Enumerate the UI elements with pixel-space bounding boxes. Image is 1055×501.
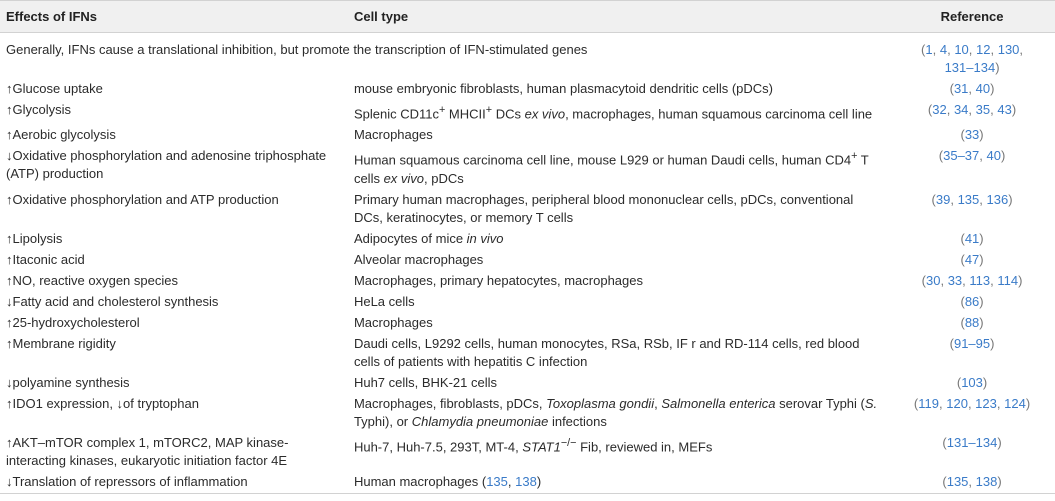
- reference-punctuation: ): [979, 251, 984, 267]
- reference-link[interactable]: 12: [976, 42, 991, 57]
- table-header: [0, 1, 1055, 33]
- cell-type-cell: Primary human macrophages, peripheral blood mononuclear cells, pDCs, conventional DCs, keratinocytes, or memory T cells: [353, 191, 854, 225]
- reference-punctuation: (: [956, 374, 962, 390]
- effect-cell: ↑Aerobic glycolysis: [6, 127, 116, 143]
- reference-punctuation: ): [1011, 102, 1017, 117]
- reference-cell: [889, 292, 1055, 313]
- table-row: [0, 373, 1055, 394]
- reference-link[interactable]: 34: [953, 102, 969, 117]
- reference-punctuation: ,: [1019, 42, 1024, 57]
- table-row: [0, 79, 1055, 100]
- reference-punctuation: (: [960, 293, 965, 309]
- table-row: [0, 100, 1055, 125]
- table-row: [0, 433, 1055, 472]
- reference-punctuation: ): [997, 473, 1002, 489]
- reference-punctuation: (: [960, 230, 965, 246]
- reference-punctuation: (: [949, 81, 954, 96]
- table-row: [0, 125, 1055, 146]
- reference-punctuation: ,: [967, 395, 976, 411]
- reference-cell: [889, 146, 1055, 189]
- reference-punctuation: ): [1008, 191, 1013, 207]
- reference-link[interactable]: 114: [997, 272, 1019, 288]
- header-effects: Effects of IFNs: [6, 9, 98, 24]
- reference-punctuation: ): [979, 314, 984, 330]
- reference-link[interactable]: 113: [969, 272, 991, 288]
- cell-type-cell: Macrophages: [353, 127, 433, 143]
- reference-punctuation: ,: [946, 102, 954, 117]
- reference-punctuation: ,: [979, 148, 987, 164]
- cell-type-cell: HeLa cells: [353, 293, 415, 309]
- reference-cell: [889, 334, 1055, 373]
- cell-type-cell: mouse embryonic fibroblasts, human plasmacytoid dendritic cells (pDCs): [353, 81, 774, 96]
- reference-cell: [889, 190, 1055, 229]
- table-row: [0, 190, 1055, 229]
- reference-cell: [889, 33, 1055, 80]
- reference-link[interactable]: 119: [918, 395, 939, 411]
- reference-link[interactable]: 1: [925, 42, 933, 57]
- cell-type-cell: Splenic CD11c+ MHCII+ DCs ex vivo, macrophages, human squamous carcinoma cell line: [353, 104, 873, 122]
- reference-cell: [889, 79, 1055, 100]
- reference-punctuation: ,: [990, 102, 998, 117]
- reference-link[interactable]: 138: [515, 473, 537, 489]
- effect-cell: ↑Lipolysis: [6, 230, 63, 246]
- reference-punctuation: ,: [932, 42, 940, 57]
- reference-link[interactable]: 91–95: [953, 335, 991, 351]
- reference-punctuation: (: [960, 314, 965, 330]
- cell-type-cell: Daudi cells, L9292 cells, human monocytes, RSa, RSb, IF r and RD-114 cells, red blood cells of patients with hepatitis C infection: [353, 335, 860, 369]
- cell-type-cell: Macrophages: [353, 314, 433, 330]
- reference-link[interactable]: 33: [964, 127, 980, 143]
- reference-punctuation: ): [995, 60, 1000, 75]
- reference-punctuation: ): [1025, 395, 1031, 411]
- reference-link[interactable]: 131–134: [946, 434, 998, 450]
- reference-cell: [889, 472, 1055, 494]
- reference-link[interactable]: 39: [935, 191, 951, 207]
- reference-link[interactable]: 130: [997, 42, 1020, 57]
- reference-punctuation: (: [942, 434, 947, 450]
- reference-punctuation: ,: [968, 42, 977, 57]
- reference-link[interactable]: 35: [975, 102, 991, 117]
- effect-cell: ↓Fatty acid and cholesterol synthesis: [6, 293, 219, 309]
- table-row: [0, 313, 1055, 334]
- reference-punctuation: ,: [968, 473, 976, 489]
- reference-link[interactable]: 32: [932, 102, 947, 117]
- reference-punctuation: ): [982, 374, 988, 390]
- effect-cell: ↑Oxidative phosphorylation and ATP production: [6, 191, 279, 207]
- cell-type-cell: Macrophages, primary hepatocytes, macrophages: [353, 272, 643, 288]
- reference-link[interactable]: 47: [964, 251, 980, 267]
- reference-link[interactable]: 43: [997, 102, 1012, 117]
- effect-cell: ↑25-hydroxycholesterol: [6, 314, 140, 330]
- reference-cell: [889, 394, 1055, 433]
- effect-cell: ↓Oxidative phosphorylation and adenosine triphosphate (ATP) production: [6, 148, 327, 182]
- reference-punctuation: ): [979, 230, 984, 246]
- effect-cell: ↑Glycolysis: [6, 102, 72, 117]
- effect-cell: ↑AKT–mTOR complex 1, mTORC2, MAP kinase-interacting kinases, eukaryotic initiation factor 4E: [6, 434, 289, 468]
- table-body: [0, 33, 1055, 494]
- table-row: [0, 292, 1055, 313]
- reference-punctuation: ,: [950, 191, 958, 207]
- reference-punctuation: (: [938, 148, 944, 164]
- table-row: [0, 472, 1055, 494]
- reference-punctuation: ,: [990, 42, 998, 57]
- cell-type-cell: Macrophages, fibroblasts, pDCs, Toxoplasma gondii, Salmonella enterica serovar Typhi (S. Typhi), or Chlamydia pneumoniae infections: [353, 395, 878, 429]
- reference-punctuation: ,: [962, 272, 970, 288]
- table-row: [0, 33, 1055, 80]
- header-cell-type: Cell type: [353, 9, 409, 24]
- reference-link[interactable]: 138: [975, 473, 998, 489]
- reference-link[interactable]: 135: [957, 191, 980, 207]
- cell-type-cell: Alveolar macrophages: [353, 251, 484, 267]
- reference-punctuation: ): [1000, 148, 1006, 164]
- reference-punctuation: ): [1018, 272, 1023, 288]
- reference-link[interactable]: 31: [953, 81, 969, 96]
- reference-punctuation: (: [960, 127, 965, 143]
- reference-punctuation: (: [927, 102, 933, 117]
- table-row: [0, 229, 1055, 250]
- table-row: [0, 250, 1055, 271]
- reference-link[interactable]: 41: [964, 230, 980, 246]
- effect-cell: ↑Membrane rigidity: [6, 335, 116, 351]
- reference-punctuation: ): [997, 434, 1002, 450]
- effect-cell: ↓Translation of repressors of inflammation: [6, 473, 248, 489]
- reference-link[interactable]: 135: [486, 473, 508, 489]
- reference-punctuation: ,: [947, 42, 955, 57]
- effect-cell: ↑NO, reactive oxygen species: [6, 272, 178, 288]
- header-reference: Reference: [940, 9, 1004, 24]
- effect-cell: ↓polyamine synthesis: [6, 374, 130, 390]
- reference-link[interactable]: 40: [975, 81, 991, 96]
- reference-link[interactable]: 88: [964, 314, 980, 330]
- reference-punctuation: (: [942, 473, 947, 489]
- cell-type-cell: Human squamous carcinoma cell line, mouse L929 or human Daudi cells, human CD4+ T cells ex vivo, pDCs: [353, 150, 869, 186]
- reference-punctuation: ): [990, 335, 995, 351]
- reference-link[interactable]: 4: [939, 42, 948, 57]
- reference-punctuation: ,: [968, 81, 976, 96]
- reference-link[interactable]: 120: [946, 395, 968, 411]
- reference-link[interactable]: 35–37: [943, 148, 980, 164]
- reference-punctuation: ): [990, 81, 995, 96]
- effect-cell: ↑Itaconic acid: [6, 251, 85, 267]
- table-row: [0, 394, 1055, 433]
- reference-cell: [889, 313, 1055, 334]
- reference-cell: [889, 229, 1055, 250]
- reference-cell: [889, 433, 1055, 472]
- table-row: [0, 334, 1055, 373]
- reference-cell: [889, 125, 1055, 146]
- reference-punctuation: (: [921, 42, 926, 57]
- cell-type-cell: Human macrophages (135, 138): [353, 473, 542, 489]
- reference-punctuation: ,: [996, 395, 1005, 411]
- reference-link[interactable]: 40: [986, 148, 1001, 164]
- reference-link[interactable]: 33: [947, 272, 963, 288]
- table-row: [0, 271, 1055, 292]
- reference-punctuation: ): [979, 293, 984, 309]
- cell-type-cell: Adipocytes of mice in vivo: [353, 230, 504, 246]
- reference-link[interactable]: 124: [1004, 395, 1026, 411]
- reference-link[interactable]: 103: [961, 374, 983, 390]
- table-row: [0, 146, 1055, 189]
- reference-link[interactable]: 86: [964, 293, 980, 309]
- reference-link[interactable]: 131–134: [944, 60, 996, 75]
- reference-cell: [889, 100, 1055, 125]
- reference-link[interactable]: 30: [925, 272, 941, 288]
- reference-punctuation: ,: [939, 395, 947, 411]
- reference-punctuation: ,: [990, 272, 998, 288]
- cell-type-cell: Huh-7, Huh-7.5, 293T, MT-4, STAT1−/− Fib, reviewed in, MEFs: [353, 436, 713, 454]
- effect-cell: Generally, IFNs cause a translational inhibition, but promote the transcription of IFN-stimulated genes: [6, 42, 588, 57]
- reference-cell: [889, 250, 1055, 271]
- reference-punctuation: (: [931, 191, 936, 207]
- effect-cell: ↑IDO1 expression, ↓of tryptophan: [6, 395, 199, 411]
- reference-punctuation: (: [913, 395, 919, 411]
- reference-punctuation: ,: [968, 102, 976, 117]
- reference-link[interactable]: 10: [954, 42, 969, 57]
- reference-link[interactable]: 135: [946, 473, 969, 489]
- reference-punctuation: (: [921, 272, 926, 288]
- reference-punctuation: ,: [979, 191, 987, 207]
- reference-link[interactable]: 123: [975, 395, 997, 411]
- reference-link[interactable]: 136: [986, 191, 1009, 207]
- cell-type-cell: Huh7 cells, BHK-21 cells: [353, 374, 498, 390]
- reference-cell: [889, 271, 1055, 292]
- effect-cell: ↑Glucose uptake: [6, 81, 103, 96]
- reference-punctuation: ): [979, 127, 984, 143]
- reference-punctuation: (: [949, 335, 954, 351]
- reference-punctuation: ,: [940, 272, 948, 288]
- reference-cell: [889, 373, 1055, 394]
- reference-punctuation: (: [960, 251, 965, 267]
